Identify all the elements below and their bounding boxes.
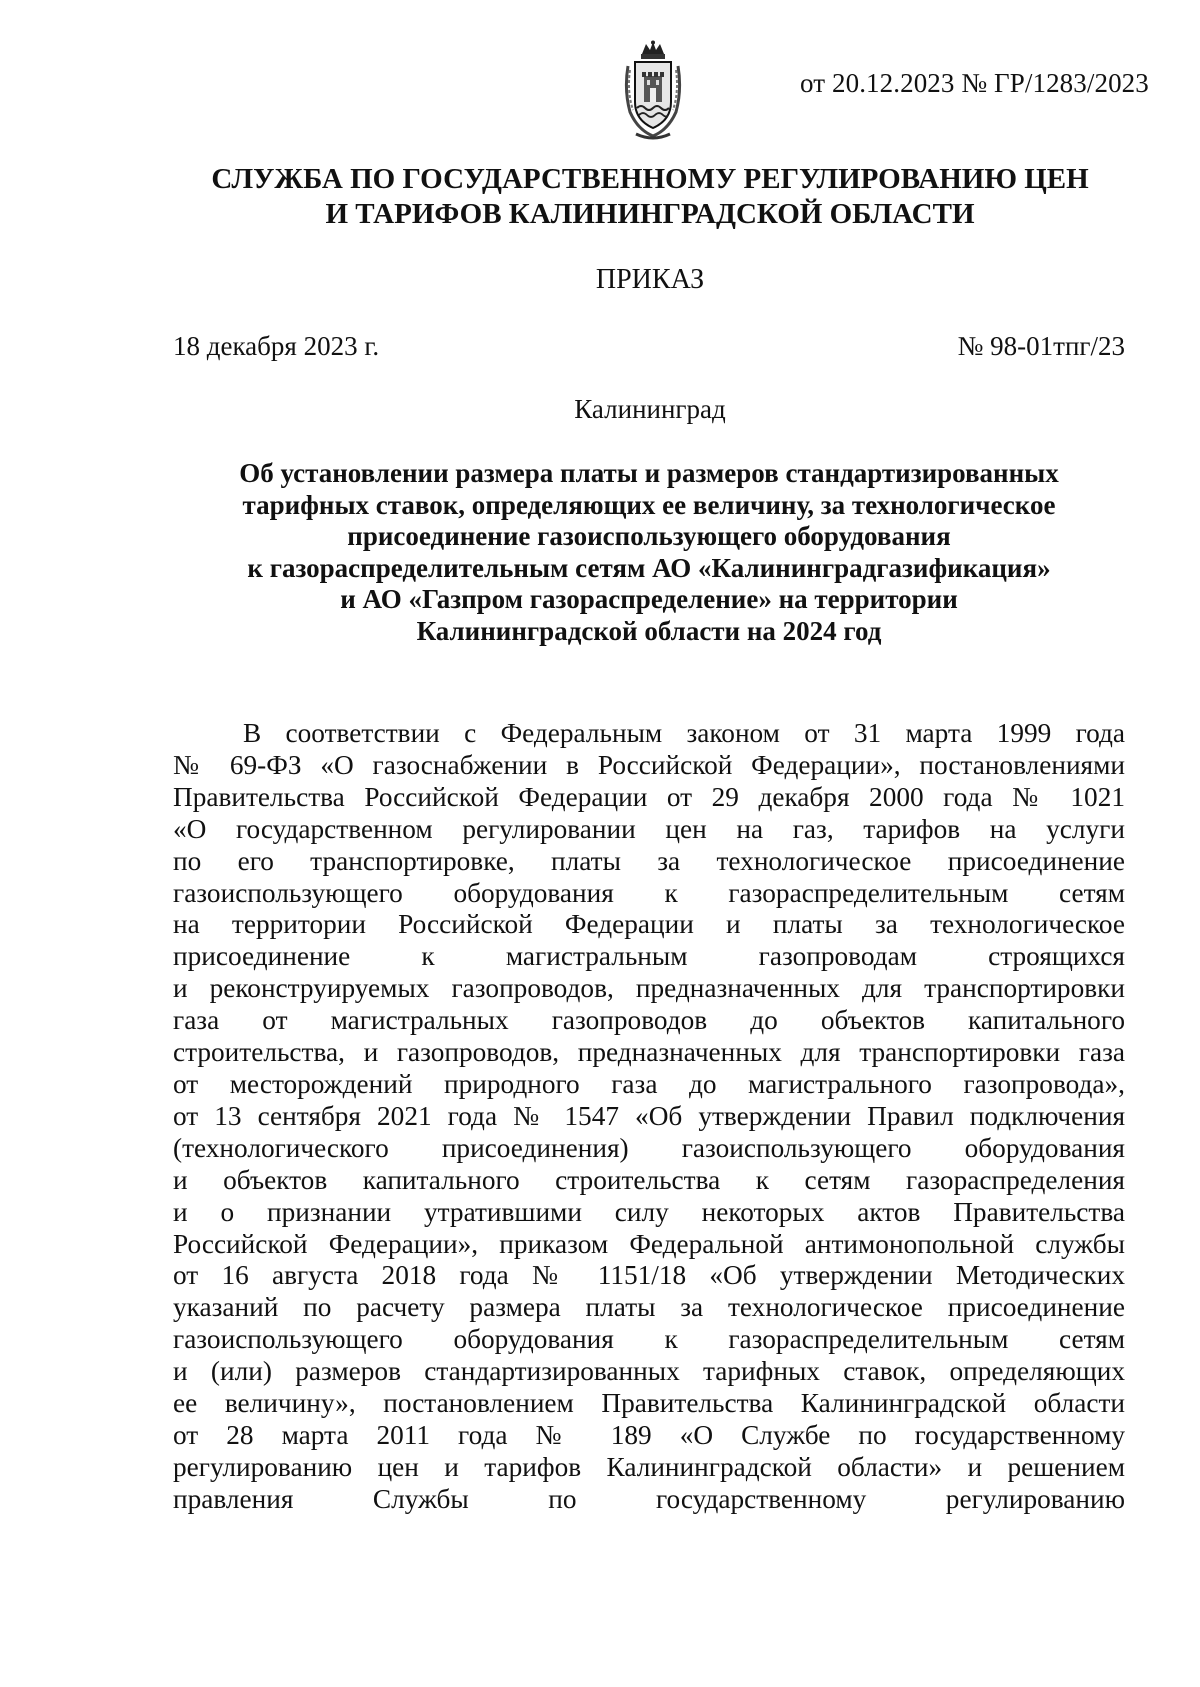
body-line: по его транспортировке, платы за технологическое присоединение bbox=[173, 845, 1125, 876]
document-type: ПРИКАЗ bbox=[595, 264, 705, 295]
organization-title-line: СЛУЖБА ПО ГОСУДАРСТВЕННОМУ РЕГУЛИРОВАНИЮ ЦЕН bbox=[211, 163, 1089, 195]
order-number: № 98-01тпг/23 bbox=[957, 331, 1125, 361]
coat-of-arms-icon bbox=[622, 40, 684, 142]
body-line: и о признании утратившими силу некоторых актов Правительства bbox=[173, 1196, 1125, 1227]
body-line: и реконструируемых газопроводов, предназначенных для транспортировки bbox=[173, 973, 1125, 1004]
body-line: и объектов капитального строительства к сетям газораспределения bbox=[173, 1164, 1125, 1195]
body-line: регулированию цен и тарифов Калининградской области» и решением bbox=[173, 1451, 1125, 1482]
body-line: № 69-ФЗ «О газоснабжении в Российской Федерации», постановлениями bbox=[173, 749, 1125, 780]
body-line: от 16 августа 2018 года № 1151/18 «Об утверждении Методических bbox=[173, 1260, 1125, 1291]
body-line: от 13 сентября 2021 года № 1547 «Об утверждении Правил подключения bbox=[173, 1100, 1125, 1131]
subject-line: и АО «Газпром газораспределение» на территории bbox=[340, 584, 958, 614]
body-line: на территории Российской Федерации и платы за технологическое bbox=[173, 909, 1125, 940]
order-subject bbox=[173, 458, 1125, 647]
subject-line: Об установлении размера платы и размеров стандартизированных bbox=[239, 458, 1059, 488]
organization-title bbox=[150, 162, 1150, 232]
body-line: от месторождений природного газа до магистрального газопровода», bbox=[173, 1068, 1125, 1099]
body-line: Правительства Российской Федерации от 29 декабря 2000 года № 1021 bbox=[173, 781, 1125, 812]
subject-line: тарифных ставок, определяющих ее величину, за технологическое bbox=[242, 489, 1056, 520]
body-line: от 28 марта 2011 года № 189 «О Службе по государственному bbox=[173, 1419, 1125, 1450]
subject-line: присоединение газоиспользующего оборудования bbox=[347, 521, 951, 551]
body-line: ее величину», постановлением Правительства Калининградской области bbox=[173, 1388, 1125, 1419]
body-line: строительства, и газопроводов, предназначенных для транспортировки газа bbox=[173, 1037, 1125, 1068]
order-preamble bbox=[173, 718, 1125, 1516]
body-line: газоиспользующего оборудования к газораспределительным сетям bbox=[173, 1324, 1125, 1355]
organization-title-line: И ТАРИФОВ КАЛИНИНГРАДСКОЙ ОБЛАСТИ bbox=[325, 198, 975, 230]
body-line: газа от магистральных газопроводов до объектов капитального bbox=[173, 1005, 1125, 1036]
body-line: Российской Федерации», приказом Федеральной антимонопольной службы bbox=[173, 1228, 1125, 1259]
subject-line: Калининградской области на 2024 год bbox=[416, 615, 882, 646]
body-line: (технологического присоединения) газоиспользующего оборудования bbox=[173, 1132, 1125, 1163]
subject-line: к газораспределительным сетям АО «Калининградгазификация» bbox=[247, 552, 1051, 583]
document-city: Калининград bbox=[574, 394, 726, 424]
body-line: и (или) размеров стандартизированных тарифных ставок, определяющих bbox=[173, 1356, 1125, 1387]
registration-number: от 20.12.2023 № ГР/1283/2023 bbox=[800, 68, 1149, 98]
body-line: правления Службы по государственному регулированию bbox=[173, 1483, 1125, 1514]
body-line: В соответствии с Федеральным законом от 31 марта 1999 года bbox=[243, 718, 1125, 748]
order-date: 18 декабря 2023 г. bbox=[173, 331, 380, 361]
body-line: «О государственном регулировании цен на газ, тарифов на услуги bbox=[173, 813, 1125, 844]
body-line: присоединение к магистральным газопроводам строящихся bbox=[173, 941, 1125, 972]
body-line: газоиспользующего оборудования к газораспределительным сетям bbox=[173, 877, 1125, 908]
body-line: указаний по расчету размера платы за технологическое присоединение bbox=[173, 1292, 1125, 1323]
